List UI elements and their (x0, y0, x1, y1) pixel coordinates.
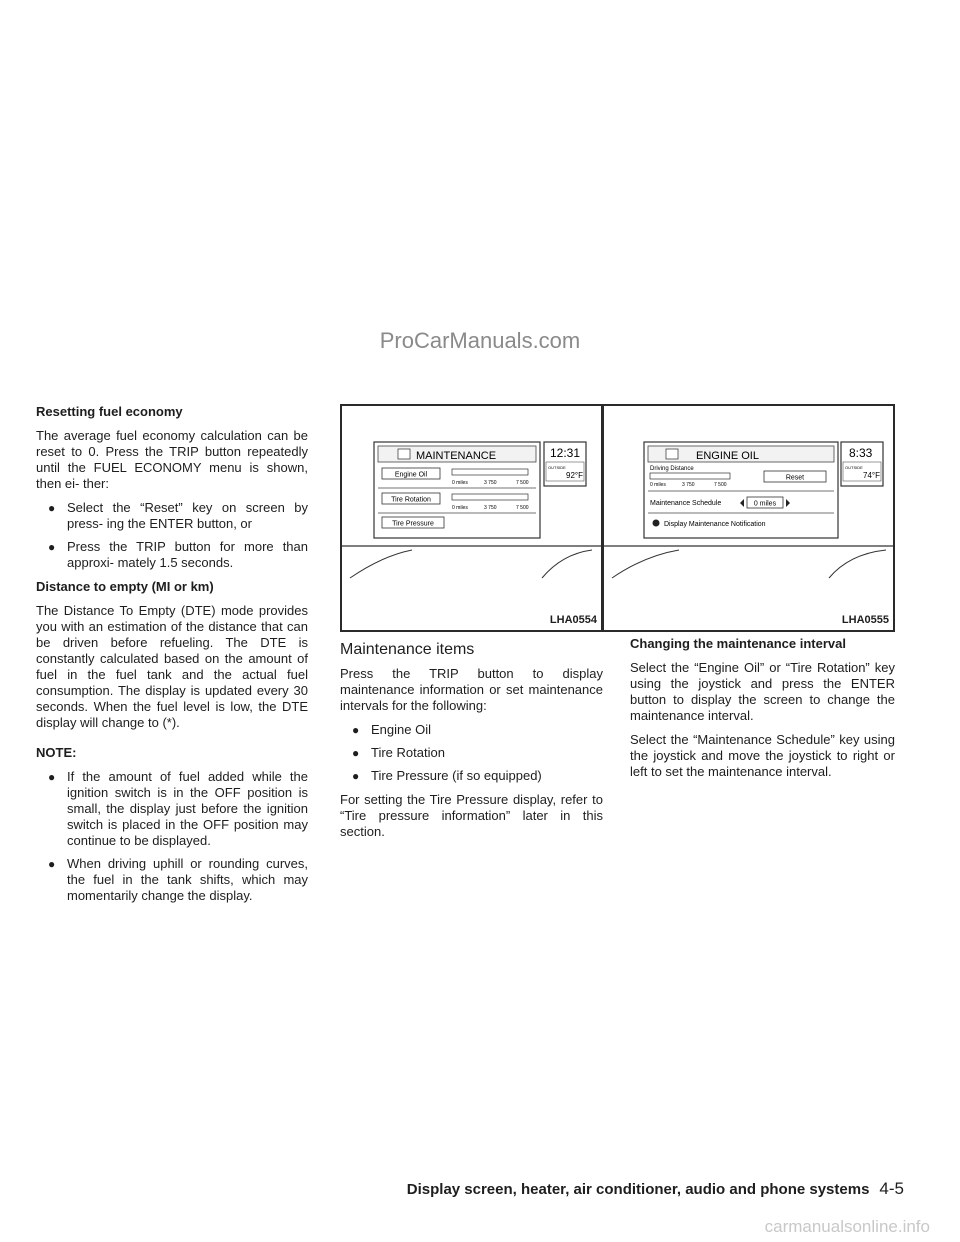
svg-text:Maintenance Schedule: Maintenance Schedule (650, 500, 722, 507)
column-right (602, 404, 895, 788)
svg-text:Tire Rotation: Tire Rotation (391, 496, 431, 504)
watermark: ProCarManuals.com (379, 328, 581, 353)
paragraph-reset: The average fuel economy calculation can be reset to 0. Press the TRIP button repeatedly until the FUEL ECONOMY menu is shown, then ei- ther: (36, 428, 308, 491)
footer-section-title: Display screen, heater, air conditioner, audio and phone systems (406, 1181, 870, 1198)
bullet-icon: ● (48, 540, 56, 554)
svg-text:3 750: 3 750 (484, 480, 497, 486)
list-item: ● Tire Rotation (352, 745, 445, 760)
note-list (36, 769, 308, 904)
svg-text:0 miles: 0 miles (452, 505, 468, 511)
svg-text:7 500: 7 500 (714, 482, 727, 488)
engine-oil-title: ENGINE OIL (696, 450, 759, 462)
heading-changing-interval: Changing the maintenance interval (630, 636, 846, 651)
right-text-block (602, 636, 895, 780)
heading-resetting-fuel-economy: Resetting fuel economy (36, 404, 183, 419)
maintenance-display-illustration (342, 406, 601, 630)
bullet-icon: ● (48, 501, 56, 515)
bullet-icon: ● (352, 723, 360, 737)
svg-text:7 500: 7 500 (516, 480, 529, 486)
column-left (36, 404, 308, 912)
list-item: ● Select the “Reset” key on screen by press- ing the ENTER button, or (48, 500, 308, 531)
svg-text:3 750: 3 750 (682, 482, 695, 488)
menu-icon (398, 449, 410, 459)
outside-label: OUTSIDE (548, 465, 566, 470)
outside-label: OUTSIDE (845, 465, 863, 470)
list-item: ● If the amount of fuel added while the ignition switch is in the OFF position is small, the display just before the ignition switch is placed in the OFF position may continue to be displayed. (48, 769, 308, 848)
figure-label: LHA0555 (841, 614, 889, 626)
engine-oil-display-illustration (604, 406, 893, 630)
figure-maintenance-screen (340, 404, 603, 632)
page-footer (407, 1179, 904, 1199)
bottom-watermark: carmanualsonline.info (764, 1217, 930, 1236)
maintenance-title: MAINTENANCE (416, 450, 497, 462)
bullet-icon: ● (48, 857, 56, 871)
paragraph-dte: The Distance To Empty (DTE) mode provides you with an estimation of the distance that can be driven before refueling. The DTE is constantly calculated based on the amount of fuel in the fuel tank and the actual fuel consumption. The display is updated every 30 seconds. When the fuel level is low, the DTE display will change to (*). (36, 603, 308, 730)
paragraph-tire-pressure: For setting the Tire Pressure display, refer to “Tire pressure information” later in this section. (340, 792, 603, 839)
list-item: ● Press the TRIP button for more than approxi- mately 1.5 seconds. (48, 539, 308, 570)
bullet-icon: ● (352, 769, 360, 783)
svg-text:Driving Distance: Driving Distance (650, 466, 694, 472)
paragraph-interval-2: Select the “Maintenance Schedule” key using the joystick and move the joystick to right or left to set the maintenance interval. (630, 732, 895, 779)
list-item: ● Tire Pressure (if so equipped) (352, 768, 542, 783)
maintenance-list (340, 722, 603, 784)
outside-temp: 92°F (566, 471, 583, 480)
heading-maintenance-items: Maintenance items (340, 641, 475, 658)
bullet-icon: ● (352, 746, 360, 760)
outside-temp: 74°F (863, 471, 880, 480)
bullet-icon: ● (48, 770, 56, 784)
reset-list (36, 500, 308, 571)
menu-icon (666, 449, 678, 459)
svg-text:Display Maintenance Notificati: Display Maintenance Notification (664, 521, 766, 528)
svg-text:0 miles: 0 miles (753, 500, 777, 508)
svg-text:0 miles: 0 miles (650, 482, 666, 488)
svg-text:Tire Pressure: Tire Pressure (392, 520, 434, 528)
heading-distance-to-empty: Distance to empty (MI or km) (36, 579, 214, 594)
list-item: ● When driving uphill or rounding curves, the fuel in the tank shifts, which may momentarily change the display. (48, 856, 308, 903)
figure-engine-oil-screen (602, 404, 895, 632)
list-item: ● Engine Oil (352, 722, 431, 737)
svg-text:Engine Oil: Engine Oil (394, 471, 428, 479)
paragraph-maintenance: Press the TRIP button to display maintenance information or set maintenance intervals for the following: (340, 666, 603, 713)
svg-text:0 miles: 0 miles (452, 480, 468, 486)
page-number: 4-5 (879, 1179, 904, 1198)
svg-text:7 500: 7 500 (516, 505, 529, 511)
svg-text:3 750: 3 750 (484, 505, 497, 511)
column-middle (340, 404, 603, 848)
svg-text:Reset: Reset (785, 474, 805, 482)
clock-display: 8:33 (849, 446, 873, 460)
note-label: NOTE: (36, 745, 77, 760)
figure-label: LHA0554 (549, 614, 597, 626)
radio-icon (653, 520, 660, 527)
clock-display: 12:31 (550, 446, 581, 460)
paragraph-interval-1: Select the “Engine Oil” or “Tire Rotation” key using the joystick and press the ENTER button to display the screen to change the maintenance interval. (630, 660, 895, 723)
